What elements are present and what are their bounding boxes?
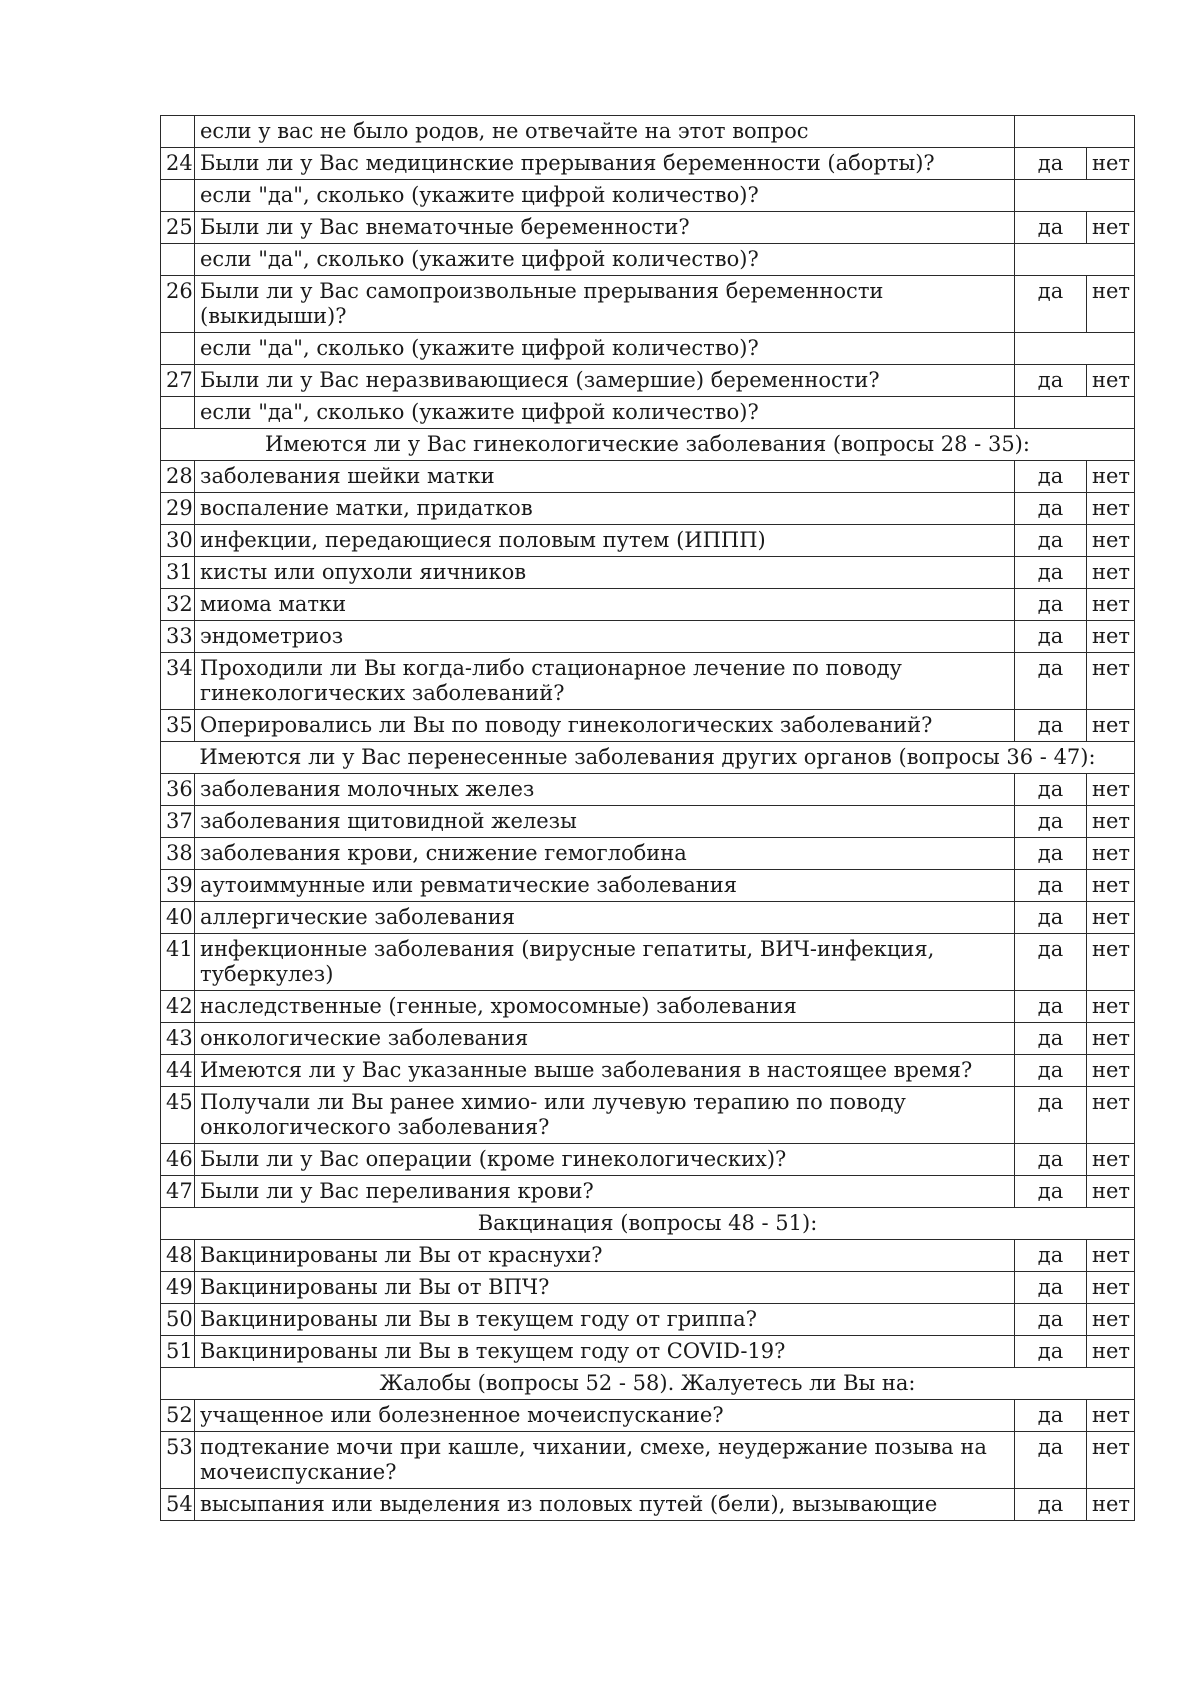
question-row — [161, 653, 1135, 710]
question-row — [161, 870, 1135, 902]
question-number: 31 — [161, 557, 195, 589]
answer-yes-option[interactable]: да — [1015, 870, 1087, 902]
answer-no-option[interactable]: нет — [1087, 1336, 1135, 1368]
questionnaire-body — [161, 116, 1135, 1521]
question-text: эндометриоз — [195, 621, 1015, 653]
question-text: онкологические заболевания — [195, 1023, 1015, 1055]
answer-yes-option[interactable]: да — [1015, 1489, 1087, 1521]
question-text: Вакцинированы ли Вы в текущем году от гриппа? — [195, 1304, 1015, 1336]
question-text: миома матки — [195, 589, 1015, 621]
question-row — [161, 276, 1135, 333]
followup-text: если "да", сколько (укажите цифрой количество)? — [195, 180, 1015, 212]
question-number: 48 — [161, 1240, 195, 1272]
question-text: Были ли у Вас операции (кроме гинекологических)? — [195, 1144, 1015, 1176]
count-answer-field[interactable] — [1015, 116, 1135, 148]
answer-yes-option[interactable]: да — [1015, 1055, 1087, 1087]
answer-yes-option[interactable]: да — [1015, 1087, 1087, 1144]
answer-no-option[interactable]: нет — [1087, 902, 1135, 934]
answer-no-option[interactable]: нет — [1087, 870, 1135, 902]
question-number-empty — [161, 180, 195, 212]
section-title: Имеются ли у Вас перенесенные заболевания других органов (вопросы 36 - 47): — [161, 742, 1135, 774]
question-number: 54 — [161, 1489, 195, 1521]
question-text: Оперировались ли Вы по поводу гинекологических заболеваний? — [195, 710, 1015, 742]
answer-yes-option[interactable]: да — [1015, 710, 1087, 742]
question-text: кисты или опухоли яичников — [195, 557, 1015, 589]
count-followup-row — [161, 397, 1135, 429]
answer-no-option[interactable]: нет — [1087, 653, 1135, 710]
question-text: аллергические заболевания — [195, 902, 1015, 934]
question-row — [161, 212, 1135, 244]
question-text: аутоиммунные или ревматические заболевания — [195, 870, 1015, 902]
question-number: 24 — [161, 148, 195, 180]
question-text: наследственные (генные, хромосомные) заболевания — [195, 991, 1015, 1023]
section-header-row — [161, 1208, 1135, 1240]
answer-no-option[interactable]: нет — [1087, 838, 1135, 870]
answer-yes-option[interactable]: да — [1015, 1336, 1087, 1368]
followup-text: если "да", сколько (укажите цифрой количество)? — [195, 244, 1015, 276]
question-text: Были ли у Вас самопроизвольные прерывания беременности (выкидыши)? — [195, 276, 1015, 333]
answer-yes-option[interactable]: да — [1015, 806, 1087, 838]
section-title: Вакцинация (вопросы 48 - 51): — [161, 1208, 1135, 1240]
answer-no-option[interactable]: нет — [1087, 1023, 1135, 1055]
answer-no-option[interactable]: нет — [1087, 806, 1135, 838]
section-header-row — [161, 1368, 1135, 1400]
question-row — [161, 838, 1135, 870]
answer-yes-option[interactable]: да — [1015, 525, 1087, 557]
question-text: Были ли у Вас неразвивающиеся (замершие) беременности? — [195, 365, 1015, 397]
answer-no-option[interactable]: нет — [1087, 365, 1135, 397]
answer-no-option[interactable]: нет — [1087, 1144, 1135, 1176]
answer-no-option[interactable]: нет — [1087, 276, 1135, 333]
answer-no-option[interactable]: нет — [1087, 991, 1135, 1023]
answer-yes-option[interactable]: да — [1015, 1272, 1087, 1304]
answer-yes-option[interactable]: да — [1015, 1240, 1087, 1272]
question-row — [161, 1400, 1135, 1432]
answer-yes-option[interactable]: да — [1015, 902, 1087, 934]
question-number: 53 — [161, 1432, 195, 1489]
question-row — [161, 1336, 1135, 1368]
question-number: 35 — [161, 710, 195, 742]
question-number: 29 — [161, 493, 195, 525]
question-number: 50 — [161, 1304, 195, 1336]
question-row — [161, 774, 1135, 806]
answer-yes-option[interactable]: да — [1015, 1023, 1087, 1055]
answer-no-option[interactable]: нет — [1087, 1055, 1135, 1087]
count-followup-row — [161, 116, 1135, 148]
answer-no-option[interactable]: нет — [1087, 621, 1135, 653]
question-row — [161, 621, 1135, 653]
question-row — [161, 1023, 1135, 1055]
question-row — [161, 1272, 1135, 1304]
question-row — [161, 1087, 1135, 1144]
question-text: воспаление матки, придатков — [195, 493, 1015, 525]
question-number: 36 — [161, 774, 195, 806]
answer-no-option[interactable]: нет — [1087, 1400, 1135, 1432]
question-text: высыпания или выделения из половых путей (бели), вызывающие — [195, 1489, 1015, 1521]
question-text: заболевания молочных желез — [195, 774, 1015, 806]
question-number-empty — [161, 333, 195, 365]
question-row — [161, 1304, 1135, 1336]
question-number: 38 — [161, 838, 195, 870]
answer-no-option[interactable]: нет — [1087, 1489, 1135, 1521]
question-row — [161, 1176, 1135, 1208]
question-number: 26 — [161, 276, 195, 333]
question-number-empty — [161, 244, 195, 276]
question-text: Были ли у Вас медицинские прерывания беременности (аборты)? — [195, 148, 1015, 180]
question-text: Были ли у Вас внематочные беременности? — [195, 212, 1015, 244]
answer-yes-option[interactable]: да — [1015, 212, 1087, 244]
answer-no-option[interactable]: нет — [1087, 212, 1135, 244]
question-row — [161, 525, 1135, 557]
question-number: 27 — [161, 365, 195, 397]
question-number: 40 — [161, 902, 195, 934]
question-number-empty — [161, 397, 195, 429]
answer-no-option[interactable]: нет — [1087, 710, 1135, 742]
questionnaire-table — [160, 115, 1135, 1521]
question-number: 49 — [161, 1272, 195, 1304]
question-row — [161, 710, 1135, 742]
question-number: 33 — [161, 621, 195, 653]
answer-yes-option[interactable]: да — [1015, 148, 1087, 180]
answer-yes-option[interactable]: да — [1015, 1304, 1087, 1336]
count-answer-field[interactable] — [1015, 397, 1135, 429]
question-number: 42 — [161, 991, 195, 1023]
answer-no-option[interactable]: нет — [1087, 774, 1135, 806]
answer-yes-option[interactable]: да — [1015, 1432, 1087, 1489]
answer-no-option[interactable]: нет — [1087, 1176, 1135, 1208]
question-number: 25 — [161, 212, 195, 244]
count-followup-row — [161, 180, 1135, 212]
answer-no-option[interactable]: нет — [1087, 493, 1135, 525]
answer-yes-option[interactable]: да — [1015, 1144, 1087, 1176]
answer-yes-option[interactable]: да — [1015, 991, 1087, 1023]
count-answer-field[interactable] — [1015, 180, 1135, 212]
answer-yes-option[interactable]: да — [1015, 493, 1087, 525]
question-number: 45 — [161, 1087, 195, 1144]
section-header-row — [161, 429, 1135, 461]
question-number: 46 — [161, 1144, 195, 1176]
answer-no-option[interactable]: нет — [1087, 525, 1135, 557]
section-title: Жалобы (вопросы 52 - 58). Жалуетесь ли Вы на: — [161, 1368, 1135, 1400]
question-text: заболевания шейки матки — [195, 461, 1015, 493]
section-header-row — [161, 742, 1135, 774]
answer-no-option[interactable]: нет — [1087, 148, 1135, 180]
followup-text: если "да", сколько (укажите цифрой количество)? — [195, 397, 1015, 429]
question-text: Проходили ли Вы когда-либо стационарное лечение по поводу гинекологических заболеваний? — [195, 653, 1015, 710]
answer-yes-option[interactable]: да — [1015, 621, 1087, 653]
question-text: Вакцинированы ли Вы в текущем году от COVID-19? — [195, 1336, 1015, 1368]
question-text: Получали ли Вы ранее химио- или лучевую терапию по поводу онкологического заболевания? — [195, 1087, 1015, 1144]
question-number: 52 — [161, 1400, 195, 1432]
question-text: инфекции, передающиеся половым путем (ИППП) — [195, 525, 1015, 557]
answer-yes-option[interactable]: да — [1015, 838, 1087, 870]
answer-yes-option[interactable]: да — [1015, 653, 1087, 710]
question-number: 30 — [161, 525, 195, 557]
question-text: учащенное или болезненное мочеиспускание? — [195, 1400, 1015, 1432]
answer-no-option[interactable]: нет — [1087, 1087, 1135, 1144]
question-row — [161, 589, 1135, 621]
answer-yes-option[interactable]: да — [1015, 276, 1087, 333]
question-row — [161, 1055, 1135, 1087]
answer-yes-option[interactable]: да — [1015, 589, 1087, 621]
question-number: 39 — [161, 870, 195, 902]
question-number: 43 — [161, 1023, 195, 1055]
question-row — [161, 148, 1135, 180]
question-text: инфекционные заболевания (вирусные гепатиты, ВИЧ-инфекция, туберкулез) — [195, 934, 1015, 991]
question-row — [161, 1144, 1135, 1176]
count-followup-row — [161, 333, 1135, 365]
question-text: Вакцинированы ли Вы от ВПЧ? — [195, 1272, 1015, 1304]
question-row — [161, 493, 1135, 525]
count-answer-field[interactable] — [1015, 333, 1135, 365]
answer-yes-option[interactable]: да — [1015, 1176, 1087, 1208]
followup-text: если у вас не было родов, не отвечайте на этот вопрос — [195, 116, 1015, 148]
question-number-empty — [161, 116, 195, 148]
question-number: 32 — [161, 589, 195, 621]
question-row — [161, 557, 1135, 589]
question-number: 37 — [161, 806, 195, 838]
answer-no-option[interactable]: нет — [1087, 1272, 1135, 1304]
followup-text: если "да", сколько (укажите цифрой количество)? — [195, 333, 1015, 365]
answer-yes-option[interactable]: да — [1015, 934, 1087, 991]
question-text: Имеются ли у Вас указанные выше заболевания в настоящее время? — [195, 1055, 1015, 1087]
questionnaire-page — [160, 115, 1135, 1521]
question-row — [161, 991, 1135, 1023]
answer-no-option[interactable]: нет — [1087, 1304, 1135, 1336]
answer-yes-option[interactable]: да — [1015, 557, 1087, 589]
answer-no-option[interactable]: нет — [1087, 934, 1135, 991]
question-text: подтекание мочи при кашле, чихании, смехе, неудержание позыва на мочеиспускание? — [195, 1432, 1015, 1489]
answer-yes-option[interactable]: да — [1015, 1400, 1087, 1432]
question-text: Вакцинированы ли Вы от краснухи? — [195, 1240, 1015, 1272]
question-number: 34 — [161, 653, 195, 710]
count-followup-row — [161, 244, 1135, 276]
answer-yes-option[interactable]: да — [1015, 461, 1087, 493]
question-text: Были ли у Вас переливания крови? — [195, 1176, 1015, 1208]
question-number: 28 — [161, 461, 195, 493]
question-row — [161, 461, 1135, 493]
question-text: заболевания щитовидной железы — [195, 806, 1015, 838]
answer-yes-option[interactable]: да — [1015, 365, 1087, 397]
answer-yes-option[interactable]: да — [1015, 774, 1087, 806]
question-number: 44 — [161, 1055, 195, 1087]
answer-no-option[interactable]: нет — [1087, 557, 1135, 589]
answer-no-option[interactable]: нет — [1087, 1432, 1135, 1489]
question-number: 41 — [161, 934, 195, 991]
question-number: 51 — [161, 1336, 195, 1368]
question-number: 47 — [161, 1176, 195, 1208]
question-row — [161, 806, 1135, 838]
answer-no-option[interactable]: нет — [1087, 1240, 1135, 1272]
answer-no-option[interactable]: нет — [1087, 589, 1135, 621]
question-row — [161, 1432, 1135, 1489]
question-row — [161, 902, 1135, 934]
question-row — [161, 934, 1135, 991]
question-text: заболевания крови, снижение гемоглобина — [195, 838, 1015, 870]
question-row — [161, 1240, 1135, 1272]
answer-no-option[interactable]: нет — [1087, 461, 1135, 493]
question-row — [161, 365, 1135, 397]
question-row — [161, 1489, 1135, 1521]
section-title: Имеются ли у Вас гинекологические заболевания (вопросы 28 - 35): — [161, 429, 1135, 461]
count-answer-field[interactable] — [1015, 244, 1135, 276]
